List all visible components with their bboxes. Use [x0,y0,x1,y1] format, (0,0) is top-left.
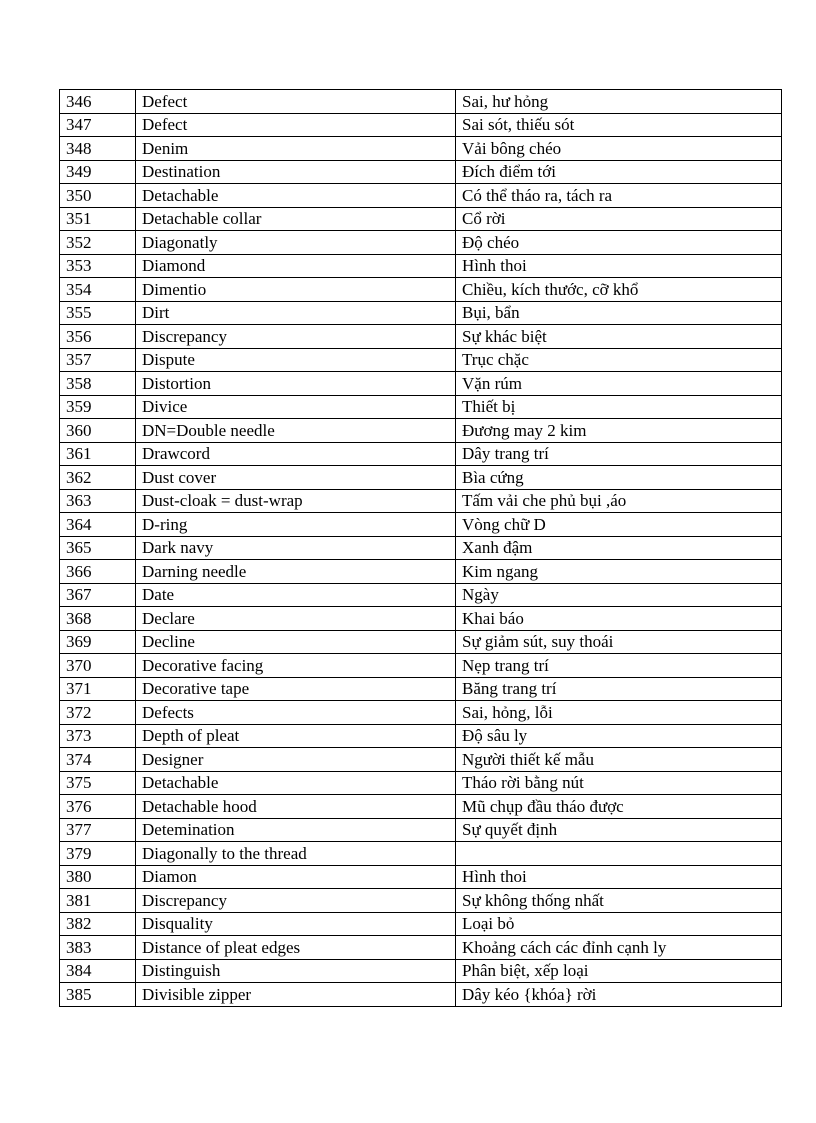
entry-number: 381 [60,889,136,913]
vietnamese-meaning: Độ sâu ly [456,724,782,748]
table-row [60,936,782,960]
entry-number: 356 [60,325,136,349]
english-term: Defects [136,701,456,725]
entry-number: 354 [60,278,136,302]
entry-number: 351 [60,207,136,231]
entry-number: 380 [60,865,136,889]
entry-number: 377 [60,818,136,842]
vietnamese-meaning: Đương may 2 kim [456,419,782,443]
vietnamese-meaning: Tháo rời bằng nút [456,771,782,795]
entry-number: 358 [60,372,136,396]
entry-number: 350 [60,184,136,208]
vietnamese-meaning: Vặn rúm [456,372,782,396]
vietnamese-meaning: Sai, hỏng, lỗi [456,701,782,725]
vietnamese-meaning: Tấm vải che phủ bụi ,áo [456,489,782,513]
entry-number: 357 [60,348,136,372]
table-row [60,536,782,560]
vietnamese-meaning: Nẹp trang trí [456,654,782,678]
entry-number: 362 [60,466,136,490]
table-row [60,889,782,913]
english-term: Detachable collar [136,207,456,231]
table-row [60,724,782,748]
table-row [60,489,782,513]
vietnamese-meaning: Dây kéo {khóa} rời [456,983,782,1007]
vietnamese-meaning: Bìa cứng [456,466,782,490]
table-row [60,372,782,396]
vietnamese-meaning: Loại bỏ [456,912,782,936]
english-term: Decorative facing [136,654,456,678]
table-row [60,207,782,231]
english-term: Detachable [136,771,456,795]
vietnamese-meaning: Vải bông chéo [456,137,782,161]
vietnamese-meaning: Kim ngang [456,560,782,584]
english-term: Detemination [136,818,456,842]
vietnamese-meaning: Đích điểm tới [456,160,782,184]
table-row [60,254,782,278]
table-row [60,677,782,701]
table-row [60,348,782,372]
english-term: Distinguish [136,959,456,983]
entry-number: 371 [60,677,136,701]
entry-number: 374 [60,748,136,772]
glossary-table-body [60,90,782,1007]
english-term: Date [136,583,456,607]
english-term: Dimentio [136,278,456,302]
english-term: Diagonatly [136,231,456,255]
table-row [60,983,782,1007]
entry-number: 361 [60,442,136,466]
table-row [60,959,782,983]
table-row [60,160,782,184]
table-row [60,325,782,349]
english-term: DN=Double needle [136,419,456,443]
vietnamese-meaning [456,842,782,866]
entry-number: 376 [60,795,136,819]
table-row [60,513,782,537]
english-term: Detachable hood [136,795,456,819]
entry-number: 384 [60,959,136,983]
entry-number: 373 [60,724,136,748]
entry-number: 349 [60,160,136,184]
table-row [60,771,782,795]
entry-number: 385 [60,983,136,1007]
vietnamese-meaning: Khai báo [456,607,782,631]
vietnamese-meaning: Người thiết kế mẫu [456,748,782,772]
entry-number: 353 [60,254,136,278]
table-row [60,90,782,114]
english-term: Designer [136,748,456,772]
entry-number: 355 [60,301,136,325]
vietnamese-meaning: Xanh đậm [456,536,782,560]
english-term: Dispute [136,348,456,372]
glossary-table [59,89,782,1007]
english-term: Destination [136,160,456,184]
vietnamese-meaning: Mũ chụp đầu tháo được [456,795,782,819]
table-row [60,278,782,302]
vietnamese-meaning: Thiết bị [456,395,782,419]
vietnamese-meaning: Sự quyết định [456,818,782,842]
english-term: Dirt [136,301,456,325]
vietnamese-meaning: Trục chặc [456,348,782,372]
table-row [60,466,782,490]
table-row [60,818,782,842]
entry-number: 360 [60,419,136,443]
entry-number: 369 [60,630,136,654]
table-row [60,137,782,161]
english-term: Disquality [136,912,456,936]
table-row [60,912,782,936]
vietnamese-meaning: Vòng chữ D [456,513,782,537]
vietnamese-meaning: Phân biệt, xếp loại [456,959,782,983]
vietnamese-meaning: Sự khác biệt [456,325,782,349]
english-term: Diamon [136,865,456,889]
table-row [60,560,782,584]
english-term: Dust cover [136,466,456,490]
vietnamese-meaning: Sai, hư hỏng [456,90,782,114]
entry-number: 346 [60,90,136,114]
english-term: Depth of pleat [136,724,456,748]
english-term: Distortion [136,372,456,396]
entry-number: 372 [60,701,136,725]
vietnamese-meaning: Dây trang trí [456,442,782,466]
entry-number: 367 [60,583,136,607]
english-term: D-ring [136,513,456,537]
table-row [60,301,782,325]
english-term: Denim [136,137,456,161]
english-term: Dark navy [136,536,456,560]
table-row [60,630,782,654]
entry-number: 364 [60,513,136,537]
english-term: Divice [136,395,456,419]
table-row [60,607,782,631]
english-term: Defect [136,90,456,114]
vietnamese-meaning: Hình thoi [456,254,782,278]
vietnamese-meaning: Bụi, bẩn [456,301,782,325]
entry-number: 382 [60,912,136,936]
entry-number: 359 [60,395,136,419]
vietnamese-meaning: Cổ rời [456,207,782,231]
english-term: Discrepancy [136,325,456,349]
english-term: Diagonally to the thread [136,842,456,866]
english-term: Drawcord [136,442,456,466]
entry-number: 375 [60,771,136,795]
vietnamese-meaning: Khoảng cách các đỉnh cạnh ly [456,936,782,960]
table-row [60,795,782,819]
english-term: Discrepancy [136,889,456,913]
english-term: Decline [136,630,456,654]
english-term: Declare [136,607,456,631]
table-row [60,231,782,255]
vietnamese-meaning: Có thể tháo ra, tách ra [456,184,782,208]
table-row [60,842,782,866]
english-term: Detachable [136,184,456,208]
entry-number: 379 [60,842,136,866]
entry-number: 347 [60,113,136,137]
vietnamese-meaning: Sự không thống nhất [456,889,782,913]
english-term: Divisible zipper [136,983,456,1007]
table-row [60,184,782,208]
entry-number: 363 [60,489,136,513]
table-row [60,865,782,889]
entry-number: 370 [60,654,136,678]
entry-number: 365 [60,536,136,560]
table-row [60,113,782,137]
vietnamese-meaning: Băng trang trí [456,677,782,701]
table-row [60,419,782,443]
table-row [60,654,782,678]
entry-number: 348 [60,137,136,161]
table-row [60,395,782,419]
vietnamese-meaning: Sự giảm sút, suy thoái [456,630,782,654]
entry-number: 368 [60,607,136,631]
table-row [60,442,782,466]
entry-number: 366 [60,560,136,584]
vietnamese-meaning: Sai sót, thiếu sót [456,113,782,137]
english-term: Diamond [136,254,456,278]
english-term: Dust-cloak = dust-wrap [136,489,456,513]
table-row [60,748,782,772]
english-term: Defect [136,113,456,137]
vietnamese-meaning: Hình thoi [456,865,782,889]
english-term: Decorative tape [136,677,456,701]
english-term: Distance of pleat edges [136,936,456,960]
entry-number: 352 [60,231,136,255]
table-row [60,583,782,607]
table-row [60,701,782,725]
vietnamese-meaning: Chiều, kích thước, cỡ khổ [456,278,782,302]
english-term: Darning needle [136,560,456,584]
vietnamese-meaning: Ngày [456,583,782,607]
vietnamese-meaning: Độ chéo [456,231,782,255]
entry-number: 383 [60,936,136,960]
